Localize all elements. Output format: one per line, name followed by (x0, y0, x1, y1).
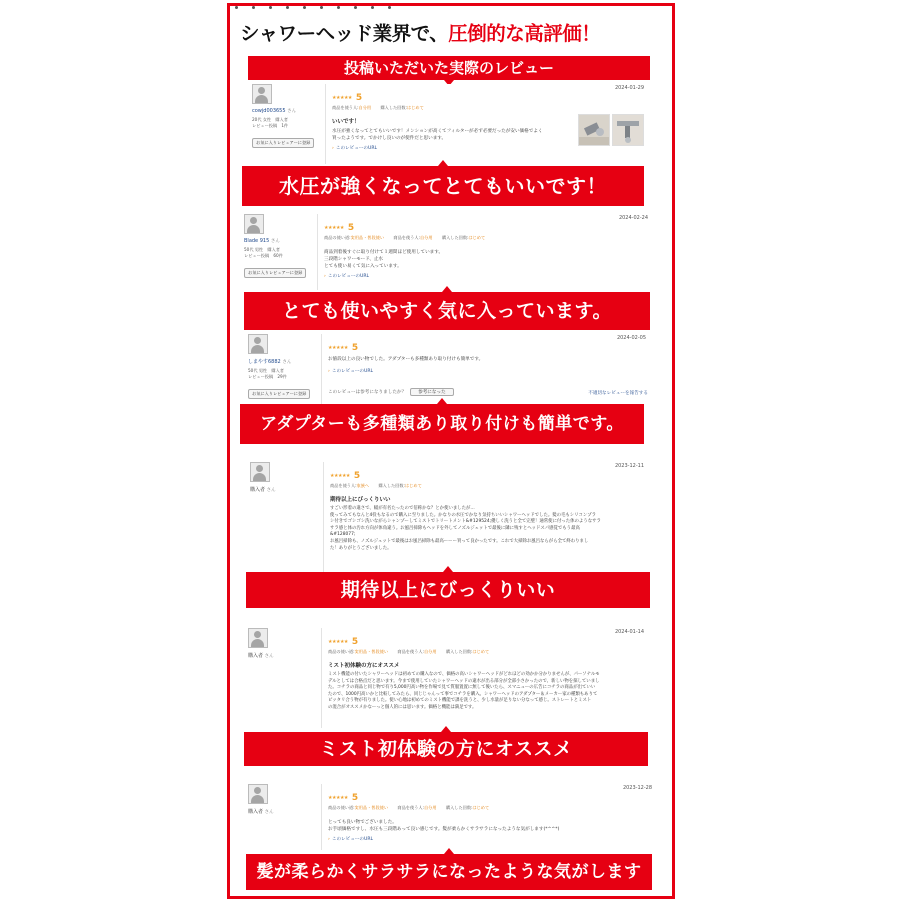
rating-score: 5 (347, 223, 355, 233)
helpful-question: このレビューは参考になりましたか？ (328, 390, 407, 395)
review-url-link[interactable]: › このレビューのURL (328, 837, 374, 842)
review-highlight-banner: 水圧が強くなってとてもいいです！ (242, 166, 644, 206)
review-body: 商品到着後すぐに取り付けて１週間ほど使用しています。 三段階シャワーモード、止水 とても使い易くて気に入っています。 (324, 250, 444, 269)
reviewer-meta: 50代 男性 購入者 レビュー投稿 29件 (248, 368, 287, 379)
divider (321, 628, 322, 728)
review-date: 2024-01-14 (614, 629, 644, 635)
review-title: 期待以上にびっくりいい (330, 497, 391, 503)
favorite-reviewer-button[interactable]: お気に入りレビュアーに登録 (244, 268, 306, 278)
review-date: 2024-02-24 (618, 215, 648, 221)
review-tags: 商品の使い道:実用品・普段使い 商品を使う人:自分用 購入した回数:はじめて (324, 235, 486, 240)
review-card (250, 462, 648, 572)
avatar-icon (248, 334, 268, 354)
helpful-row (328, 388, 650, 396)
review-highlight-banner: 期待以上にびっくりいい (246, 572, 650, 608)
review-body: すごい形着の違さで、幅が有名たったので倍称かな？とか使いましたが… 使ってみてもなんと4役もなるので購入に至りました。かなりの水圧でかなり気持ちいいシャワーヘッドでした。髪の毛もシリコンプラ シ付きでゴシゴシ洗いながらシャンプーしてミストでトリートメント&#129524;優しく洗うと全て完璧！通常使に付った体のようなサラ サラ感と体の汚れ方向が体角違う。お風呂掃除もヘッドを外してノズルジェットで最後に隣に残すとヘッドスパ感覚でもう最高 &#128077; お風呂掃除も、ノズルジェットで最後はお風呂掃除も最高ーーー買って良かったです。これで大掃除お風呂ならがら全て終わりまし た！ありがとうございました。 (330, 506, 601, 551)
rating-score: 5 (351, 637, 359, 647)
review-content (328, 628, 648, 712)
divider (321, 784, 322, 850)
review-highlight-banner: とても使いやすく気に入っています。 (244, 292, 650, 330)
rating-score: 5 (353, 471, 361, 481)
rating-score: 5 (351, 793, 359, 803)
report-review-link[interactable]: 不適切なレビューを報告する (588, 391, 648, 396)
star-rating-icon: ★★★★★ (328, 795, 348, 801)
review-url-link[interactable]: › このレビューのURL (324, 274, 370, 279)
review-highlight-banner: アダプターも多種類あり取り付けも簡単です。 (240, 404, 644, 444)
avatar-icon (252, 84, 272, 104)
favorite-reviewer-button[interactable]: お気に入りレビュアーに登録 (248, 389, 310, 399)
review-date: 2024-01-29 (614, 85, 644, 91)
review-date: 2023-12-11 (614, 463, 644, 469)
reviewer-meta: 50代 男性 購入者 レビュー投稿 60件 (244, 247, 283, 258)
review-body: 水圧が強くなってとてもいいです！メンションが高くてフィルターが必ず必要だったが安い価格でよく 買ったようです。でかけし良いのが使件だと思います。 (332, 129, 543, 141)
review-highlight-banner: 髪が柔らかくサラサラになったような気がします (246, 854, 652, 890)
review-card (252, 84, 648, 164)
reviewer-name[interactable]: Blade 915 さん (244, 238, 280, 244)
reviewer-name[interactable]: cowjd003655 さん (252, 108, 297, 114)
product-photo-thumbnail[interactable] (578, 114, 610, 146)
caret-icon: › (328, 837, 330, 842)
rating-score: 5 (355, 93, 363, 103)
reviewer-name: 購入者 さん (248, 653, 274, 659)
star-rating-icon: ★★★★★ (328, 345, 348, 351)
reviewer-name: 購入者 さん (248, 809, 274, 815)
review-content (330, 462, 648, 552)
reviewer-info (248, 784, 316, 815)
reviewer-info (244, 214, 312, 278)
star-rating-icon: ★★★★★ (324, 225, 344, 231)
review-card (248, 628, 648, 728)
headline-highlight: 圧倒的な高評価！ (448, 22, 601, 45)
star-rating-icon: ★★★★★ (328, 639, 348, 645)
review-card (244, 214, 652, 290)
page-headline (240, 18, 660, 46)
avatar-icon (248, 784, 268, 804)
divider (317, 214, 318, 290)
reviewer-meta: 20代 女性 購入者 レビュー投稿 1件 (252, 117, 289, 128)
divider (321, 334, 322, 404)
avatar-icon (248, 628, 268, 648)
review-tags: 商品を使う人:家族へ 購入した回数:はじめて (330, 483, 422, 488)
reviewer-name: 購入者 さん (250, 487, 276, 493)
review-content (328, 784, 656, 842)
review-card (248, 334, 650, 404)
review-date: 2024-02-05 (616, 335, 646, 341)
product-photo-thumbnail[interactable] (612, 114, 644, 146)
helpful-button[interactable]: 参考になった (410, 388, 454, 396)
review-content (328, 334, 650, 374)
headline-prefix: シャワーヘッド業界で、 (240, 22, 449, 45)
caret-icon: › (324, 274, 326, 279)
reviewer-name[interactable]: しまやす6882 さん (248, 359, 292, 365)
review-highlight-banner: ミスト初体験の方にオススメ (244, 732, 648, 766)
reviewer-info (252, 84, 320, 148)
rating-score: 5 (351, 343, 359, 353)
review-url-link[interactable]: › このレビューのURL (328, 369, 374, 374)
caret-icon: › (332, 146, 334, 151)
subtitle-banner: 投稿いただいた実際のレビュー (248, 56, 650, 80)
review-content (324, 214, 652, 279)
reviewer-info (250, 462, 318, 493)
review-card (248, 784, 656, 850)
caret-icon: › (328, 369, 330, 374)
review-date: 2023-12-28 (622, 785, 652, 791)
review-url-link[interactable]: › このレビューのURL (332, 146, 378, 151)
avatar-icon (244, 214, 264, 234)
review-tags: 商品を使う人:自分用 購入した回数:はじめて (332, 105, 424, 110)
review-tags: 商品の使い道:実用品・普段使い 商品を使う人:自分用 購入した回数:はじめて (328, 805, 490, 810)
star-rating-icon: ★★★★★ (330, 473, 350, 479)
divider (325, 84, 326, 164)
avatar-icon (250, 462, 270, 482)
review-body: ミスト機能の付いたシャワーヘッドは初めての購入なので、価格の高いシャワーヘッドがどれほどの効かか分かりませんが、パーソナルモ デルとしては合格点だと思います。今まで使用していたシャワーヘッドの違水が出る部分が全部小さかったので、新しい物を探していまし た。コチラの商品と同じ物で有り5,000円高い物を作場で見て質服置置に無して後いたら、スマニューの広告にコチラの商品が出ていい たので、1000円高いかと比較してみたら、同じじゃんって事でコチラを購入。シャワーヘッドのアダプター＆メーカー家の種類もありて ピッタリ合う物が有りました。使い心地は初めてのミスト機能で課を洗うと、少し水量が足りない分なって感じ。ストレートとミスト の混合がオススメかなーっと個人的には思います。価格と機能は満足です。 (328, 672, 600, 710)
review-body: お値段以上の良い物でした。アダプターも多種類あり取り付けも簡単です。 (328, 357, 484, 362)
review-body: とっても良い物でございました。 お手頃価格ですし、水圧も三段階あって良い感じです。髪が柔らかくサラサラになったような気がします(*^^*) (328, 820, 560, 832)
review-tags: 商品の使い道:実用品・普段使い 商品を使う人:自分用 購入した回数:はじめて (328, 649, 490, 654)
reviewer-info (248, 628, 316, 659)
favorite-reviewer-button[interactable]: お気に入りレビュアーに登録 (252, 138, 314, 148)
star-rating-icon: ★★★★★ (332, 95, 352, 101)
reviewer-info (248, 334, 316, 399)
review-title: いいです！ (332, 119, 360, 125)
decorative-dots (235, 6, 391, 9)
divider (323, 462, 324, 572)
review-title: ミスト初体験の方にオススメ (328, 663, 400, 669)
